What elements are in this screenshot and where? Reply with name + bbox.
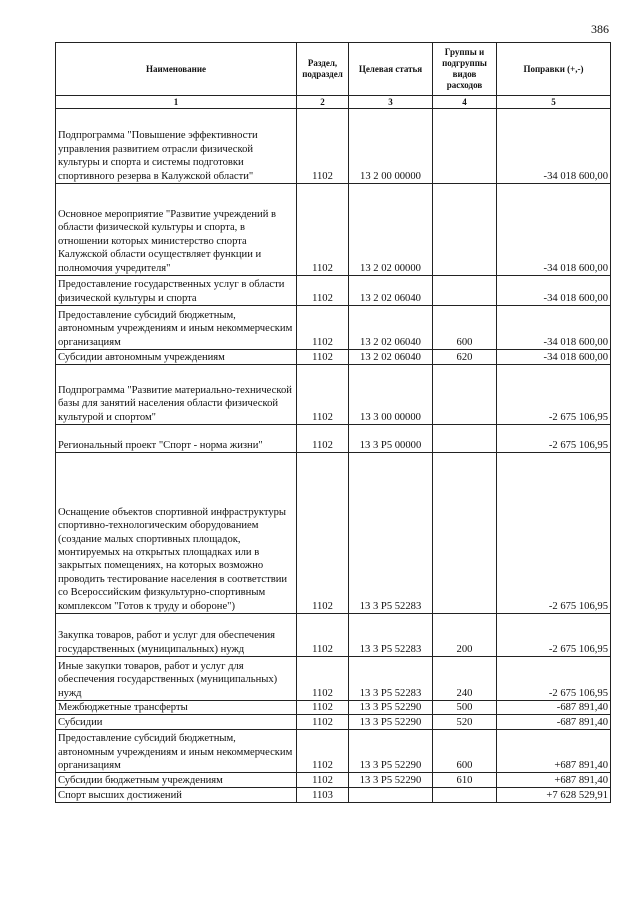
row-section: 1102 <box>297 425 349 453</box>
row-article: 13 2 02 06040 <box>349 276 433 306</box>
row-name: Предоставление субсидий бюджетным, автономным учреждениям и иным некоммерческим организациям <box>56 306 297 350</box>
page-number: 386 <box>591 22 609 36</box>
row-amount: -2 675 106,95 <box>497 453 611 614</box>
row-name: Региональный проект "Спорт - норма жизни" <box>56 425 297 453</box>
row-group: 610 <box>433 773 497 788</box>
table-row <box>56 425 611 453</box>
row-amount: -2 675 106,95 <box>497 657 611 701</box>
budget-amendments-table <box>55 42 611 803</box>
row-name: Межбюджетные трансферты <box>56 701 297 715</box>
row-amount: -687 891,40 <box>497 701 611 715</box>
row-name: Подпрограмма "Развитие материально-технической базы для занятий населения области физической культурой и спортом" <box>56 365 297 425</box>
row-group <box>433 425 497 453</box>
row-section: 1102 <box>297 773 349 788</box>
row-section: 1102 <box>297 730 349 773</box>
table-row <box>56 773 611 788</box>
row-section: 1102 <box>297 657 349 701</box>
row-amount: +687 891,40 <box>497 730 611 773</box>
row-section: 1102 <box>297 701 349 715</box>
row-group: 240 <box>433 657 497 701</box>
row-article: 13 2 02 06040 <box>349 306 433 350</box>
table-row <box>56 614 611 657</box>
row-group: 500 <box>433 701 497 715</box>
row-article: 13 3 P5 52283 <box>349 453 433 614</box>
row-name: Субсидии <box>56 715 297 730</box>
row-section: 1102 <box>297 614 349 657</box>
header-row <box>56 43 611 96</box>
row-amount: -687 891,40 <box>497 715 611 730</box>
row-name: Иные закупки товаров, работ и услуг для обеспечения государственных (муниципальных) нужд <box>56 657 297 701</box>
table-row <box>56 350 611 365</box>
row-group <box>433 788 497 803</box>
table-row <box>56 109 611 184</box>
row-name: Спорт высших достижений <box>56 788 297 803</box>
column-number: 3 <box>349 96 433 109</box>
table-row <box>56 657 611 701</box>
row-amount: -2 675 106,95 <box>497 365 611 425</box>
row-amount: -34 018 600,00 <box>497 306 611 350</box>
table-row <box>56 730 611 773</box>
row-group: 600 <box>433 730 497 773</box>
row-amount: -2 675 106,95 <box>497 614 611 657</box>
row-section: 1102 <box>297 184 349 276</box>
row-name: Основное мероприятие "Развитие учреждений в области физической культуры и спорта, в отношении которых министерство спорта Калужской области осуществляет функции и полномочия учредителя" <box>56 184 297 276</box>
table-row <box>56 701 611 715</box>
row-article: 13 3 P5 52283 <box>349 614 433 657</box>
row-name: Предоставление субсидий бюджетным, автономным учреждениям и иным некоммерческим организациям <box>56 730 297 773</box>
table-row <box>56 365 611 425</box>
row-section: 1102 <box>297 109 349 184</box>
row-amount: +687 891,40 <box>497 773 611 788</box>
row-group: 620 <box>433 350 497 365</box>
row-group <box>433 453 497 614</box>
row-section: 1102 <box>297 306 349 350</box>
header-groups: Группы и подгруппы видов расходов <box>433 43 497 96</box>
table-row <box>56 184 611 276</box>
row-article: 13 2 02 00000 <box>349 184 433 276</box>
row-article: 13 3 P5 52290 <box>349 701 433 715</box>
row-section: 1102 <box>297 453 349 614</box>
column-number: 1 <box>56 96 297 109</box>
row-amount: -34 018 600,00 <box>497 276 611 306</box>
row-article: 13 3 P5 52290 <box>349 773 433 788</box>
row-name: Предоставление государственных услуг в области физической культуры и спорта <box>56 276 297 306</box>
row-group <box>433 365 497 425</box>
row-group <box>433 184 497 276</box>
row-group: 520 <box>433 715 497 730</box>
row-article: 13 3 P5 00000 <box>349 425 433 453</box>
column-number: 5 <box>497 96 611 109</box>
row-amount: -34 018 600,00 <box>497 109 611 184</box>
table-row <box>56 453 611 614</box>
row-article: 13 3 00 00000 <box>349 365 433 425</box>
row-name: Оснащение объектов спортивной инфраструктуры спортивно-технологическим оборудованием (создание малых спортивных площадок, монтируемых на открытых площадках или в закрытых помещениях, на которых возможно проводить тестирование населения в соответствии со Всероссийским физкультурно-спортивным комплексом "Готов к труду и обороне") <box>56 453 297 614</box>
row-article: 13 2 00 00000 <box>349 109 433 184</box>
row-amount: -2 675 106,95 <box>497 425 611 453</box>
table-row <box>56 276 611 306</box>
table-row <box>56 788 611 803</box>
row-name: Подпрограмма "Повышение эффективности управления развитием отрасли физической культуры и спорта и системы подготовки спортивного резерва в Калужской области" <box>56 109 297 184</box>
row-group: 600 <box>433 306 497 350</box>
row-section: 1102 <box>297 715 349 730</box>
row-section: 1103 <box>297 788 349 803</box>
header-amendments: Поправки (+,-) <box>497 43 611 96</box>
row-name: Закупка товаров, работ и услуг для обеспечения государственных (муниципальных) нужд <box>56 614 297 657</box>
row-amount: +7 628 529,91 <box>497 788 611 803</box>
row-section: 1102 <box>297 276 349 306</box>
row-article: 13 2 02 06040 <box>349 350 433 365</box>
row-amount: -34 018 600,00 <box>497 350 611 365</box>
row-amount: -34 018 600,00 <box>497 184 611 276</box>
row-name: Субсидии автономным учреждениям <box>56 350 297 365</box>
header-section: Раздел, подраздел <box>297 43 349 96</box>
row-article: 13 3 P5 52290 <box>349 730 433 773</box>
row-name: Субсидии бюджетным учреждениям <box>56 773 297 788</box>
row-article <box>349 788 433 803</box>
row-group <box>433 109 497 184</box>
column-number: 4 <box>433 96 497 109</box>
row-section: 1102 <box>297 365 349 425</box>
table-row <box>56 306 611 350</box>
row-article: 13 3 P5 52283 <box>349 657 433 701</box>
header-name: Наименование <box>56 43 297 96</box>
column-number: 2 <box>297 96 349 109</box>
table-row <box>56 715 611 730</box>
row-group: 200 <box>433 614 497 657</box>
row-group <box>433 276 497 306</box>
header-article: Целевая статья <box>349 43 433 96</box>
row-section: 1102 <box>297 350 349 365</box>
row-article: 13 3 P5 52290 <box>349 715 433 730</box>
column-number-row <box>56 96 611 109</box>
